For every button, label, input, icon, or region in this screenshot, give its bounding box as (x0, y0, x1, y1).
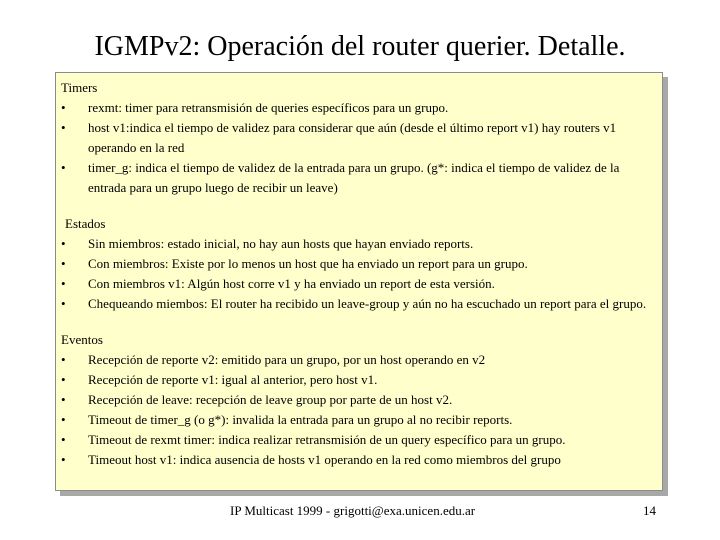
list-item-text: Timeout host v1: indica ausencia de hosts v1 operando en la red como miembros del grupo (88, 452, 561, 467)
list-item-text: Recepción de reporte v2: emitido para un grupo, por un host operando en v2 (88, 352, 486, 367)
bullet-icon: • (61, 392, 66, 407)
list-item (61, 158, 656, 198)
list-item-text: Timeout de timer_g (o g*): invalida la entrada para un grupo al no recibir reports. (88, 412, 513, 427)
bullet-icon: • (61, 160, 66, 175)
list-item (61, 450, 656, 470)
bullet-icon: • (61, 372, 66, 387)
list-item (61, 254, 656, 274)
bullet-icon: • (61, 452, 66, 467)
content-panel (55, 72, 663, 491)
footer-text: IP Multicast 1999 - grigotti@exa.unicen.edu.ar (230, 503, 476, 518)
list-item (61, 294, 656, 314)
bullet-icon: • (61, 432, 66, 447)
bullet-icon: • (61, 100, 66, 115)
list-item (61, 390, 656, 410)
list-item-text: timer_g: indica el tiempo de validez de la entrada para un grupo. (g*: indica el tiempo de validez de la entrada para un grupo luego de recibir un leave) (88, 160, 620, 195)
panel-content (61, 78, 656, 470)
bullet-icon: • (61, 120, 66, 135)
list-item-text: Recepción de reporte v1: igual al anterior, pero host v1. (88, 372, 378, 387)
bullet-icon: • (61, 352, 66, 367)
section-heading-timers: Timers (61, 80, 98, 95)
list-item-text: Con miembros: Existe por lo menos un host que ha enviado un report para un grupo. (88, 256, 528, 271)
list-item (61, 350, 656, 370)
section-spacer (61, 198, 656, 214)
list-item-text: Timeout de rexmt timer: indica realizar retransmisión de un query específico para un grupo. (88, 432, 566, 447)
list-item-text: Sin miembros: estado inicial, no hay aun hosts que hayan enviado reports. (88, 236, 474, 251)
slide-title: IGMPv2: Operación del router querier. Detalle. (94, 31, 626, 62)
bullet-icon: • (61, 276, 66, 291)
list-item (61, 234, 656, 254)
list-item-text: Recepción de leave: recepción de leave group por parte de un host v2. (88, 392, 453, 407)
section-heading-eventos: Eventos (61, 332, 103, 347)
list-item (61, 274, 656, 294)
list-item (61, 370, 656, 390)
list-item-text: rexmt: timer para retransmisión de queries específicos para un grupo. (88, 100, 449, 115)
list-item (61, 430, 656, 450)
bullet-icon: • (61, 296, 66, 311)
section-spacer (61, 314, 656, 330)
bullet-icon: • (61, 412, 66, 427)
list-item (61, 98, 656, 118)
bullet-icon: • (61, 236, 66, 251)
list-item-text: Chequeando miembos: El router ha recibido un leave-group y aún no ha escuchado un report para el grupo. (88, 296, 647, 311)
list-item (61, 118, 656, 158)
section-heading-estados: Estados (65, 216, 106, 231)
bullet-icon: • (61, 256, 66, 271)
list-item (61, 410, 656, 430)
page-number: 14 (643, 503, 656, 518)
list-item-text: host v1:indica el tiempo de validez para considerar que aún (desde el último report v1) hay routers v1 operando en la red (88, 120, 617, 155)
list-item-text: Con miembros v1: Algún host corre v1 y ha enviado un report de esta versión. (88, 276, 495, 291)
